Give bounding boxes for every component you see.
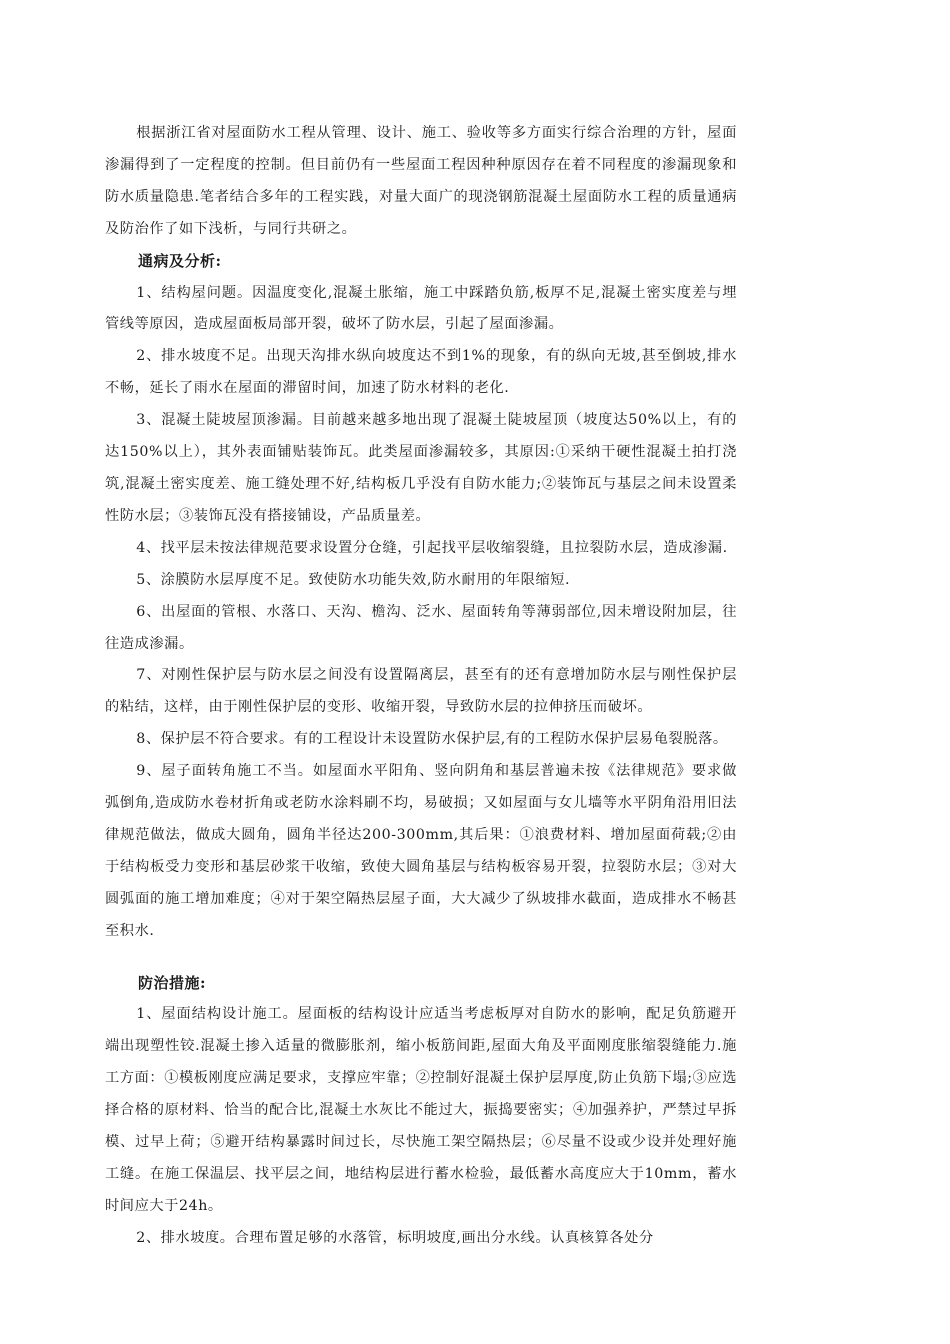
defect-item-4: 4、找平层未按法律规范要求设置分仓缝，引起找平层收缩裂缝，且拉裂防水层，造成渗漏. [136,539,728,556]
defect-item-9: 9、屋子面转角施工不当。如屋面水平阳角、竖向阴角和基层普遍未按《法律规范》要求做弧倒角,造成防水卷材折角或老防水涂料刷不均，易破损；又如屋面与女儿墙等水平阴角沿用旧法律规范做法，做成大圆角，圆角半径达200-300mm,其后果：①浪费材料、增加屋面荷载;②由于结构板受力变形和基层砂浆干收缩，致使大圆角基层与结构板容易开裂，拉裂防水层；③对大圆弧面的施工增加难度；④对于架空隔热层屋子面，大大减少了纵坡排水截面，造成排水不畅甚至积水. [105,763,737,939]
defect-item-3: 3、混凝土陡坡屋顶渗漏。目前越来越多地出现了混凝土陡坡屋顶（坡度达50%以上，有的达150%以上），其外表面铺贴装饰瓦。此类屋面渗漏较多，其原因:①采纳干硬性混凝土拍打浇筑,混凝土密实度差、施工缝处理不好,结构板几乎没有自防水能力;②装饰瓦与基层之间未设置柔性防水层；③装饰瓦没有搭接铺设，产品质量差。 [105,412,737,524]
defect-item-2: 2、排水坡度不足。出现天沟排水纵向坡度达不到1%的现象，有的纵向无坡,甚至倒坡,排水不畅，延长了雨水在屋面的滞留时间，加速了防水材料的老化. [105,348,737,397]
defect-item-1: 1、结构屋问题。因温度变化,混凝土胀缩，施工中踩踏负筋,板厚不足,混凝土密实度差与埋管线等原因，造成屋面板局部开裂，破坏了防水层，引起了屋面渗漏。 [105,284,737,333]
intro-paragraph: 根据浙江省对屋面防水工程从管理、设计、施工、验收等多方面实行综合治理的方针，屋面渗漏得到了一定程度的控制。但目前仍有一些屋面工程因种种原因存在着不同程度的渗漏现象和防水质量隐患.笔者结合多年的工程实践，对量大面广的现浇钢筋混凝土屋面防水工程的质量通病及防治作了如下浅析，与同行共研之。 [105,125,737,237]
defect-item-5: 5、涂膜防水层厚度不足。致使防水功能失效,防水耐用的年限缩短. [136,571,571,588]
defect-item-7: 7、对刚性保护层与防水层之间没有设置隔离层，甚至有的还有意增加防水层与刚性保护层的粘结，这样，由于刚性保护层的变形、收缩开裂，导致防水层的拉伸挤压而破坏。 [105,667,737,716]
defect-item-6: 6、出屋面的管根、水落口、天沟、檐沟、泛水、屋面转角等薄弱部位,因未增设附加层，往往造成渗漏。 [105,603,737,652]
defect-item-8: 8、保护层不符合要求。有的工程设计未设置防水保护层,有的工程防水保护层易龟裂脱落。 [136,731,728,748]
measure-item-2: 2、排水坡度。合理布置足够的水落管，标明坡度,画出分水线。认真核算各处分 [136,1229,654,1246]
section-heading-measures: 防治措施: [138,973,207,992]
document-page [105,118,737,1255]
measure-item-1: 1、屋面结构设计施工。屋面板的结构设计应适当考虑板厚对自防水的影响，配足负筋避开端出现塑性铰.混凝土掺入适量的微膨胀剂，缩小板筋间距,屋面大角及平面刚度胀缩裂缝能力.施工方面：①模板刚度应满足要求，支撑应牢靠；②控制好混凝土保护层厚度,防止负筋下塌;③应选择合格的原材料、恰当的配合比,混凝土水灰比不能过大，振捣要密实；④加强养护，严禁过早拆模、过早上荷；⑤避开结构暴露时间过长，尽快施工架空隔热层；⑥尽量不设或少设并处理好施工缝。在施工保温层、找平层之间，地结构层进行蓄水检验，最低蓄水高度应大于10mm，蓄水时间应大于24h。 [105,1006,737,1214]
section-heading-defects: 通病及分析: [138,251,222,270]
